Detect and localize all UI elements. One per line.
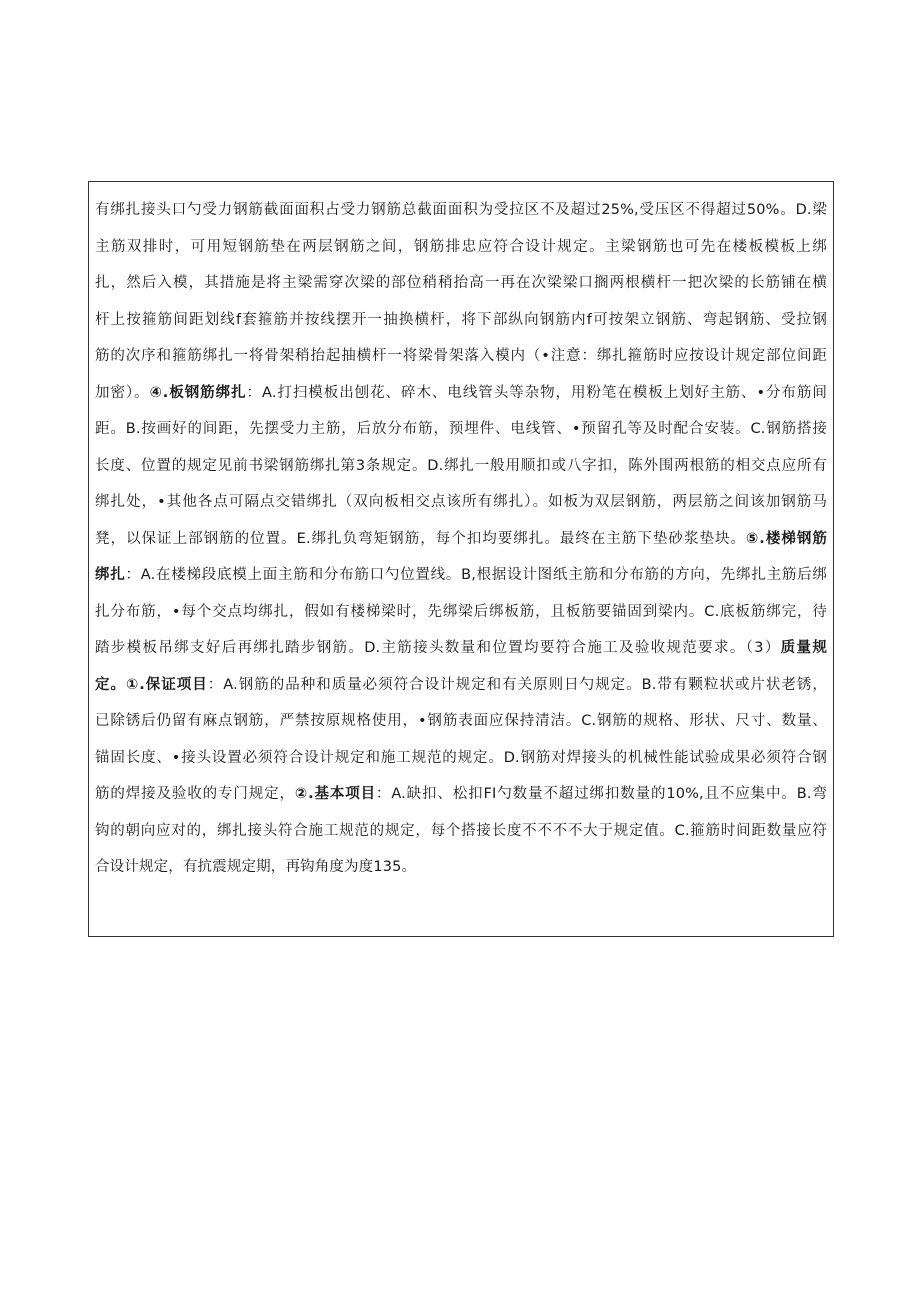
section-heading: 绑扎	[95, 567, 126, 583]
text-line	[95, 703, 827, 740]
section-heading: ②.基本项目	[294, 786, 376, 802]
body-text: 筋的次序和箍筋绑扎一将骨架稍抬起抽横杆一将梁骨架落入模内（•注意：绑扎箍筋时应按设计规定部位间距	[95, 348, 827, 364]
body-text: 凳，以保证上部钢筋的位置。E.绑扎负弯矩钢筋，每个扣均要绑扎。最终在主筋下垫砂浆垫块。	[95, 530, 746, 547]
body-text: 杆上按箍筋间距划线f套箍筋并按线摆开一抽换横杆，将下部纵向钢筋内f可按架立钢筋、弯起钢筋、受拉钢	[95, 311, 827, 328]
body-text: 锚固长度、•接头设置必须符合设计规定和施工规范的规定。D.钢筋对焊接头的机械性能试验成果必须符合钢	[95, 749, 827, 766]
body-text: 加密）。	[95, 384, 150, 401]
text-line	[95, 411, 827, 448]
body-text: 长度、位置的规定见前书梁钢筋绑扎第3条规定。D.绑扎一般用顺扣或八字扣，陈外围两根筋的相交点应所有	[95, 457, 827, 474]
body-text: 已除锈后仍留有麻点钢筋，严禁按原规格使用，•钢筋表面应保持清洁。C.钢筋的规格、形状、尺寸、数量、	[95, 713, 827, 729]
text-line	[95, 302, 827, 339]
text-line	[95, 265, 827, 302]
body-text: 踏步模板吊绑支好后再绑扎踏步钢筋。D.主筋接头数量和位置均要符合施工及验收规范要求。（3）	[95, 640, 781, 656]
text-line	[95, 776, 827, 813]
text-line	[95, 849, 827, 886]
text-line	[95, 813, 827, 850]
section-heading: ⑤.楼梯钢筋	[746, 530, 827, 547]
text-line	[95, 375, 827, 412]
text-line	[95, 521, 827, 558]
body-text: ：A.打扫模板出刨花、碎木、电线管头等杂物，用粉笔在模板上划好主筋、•分布筋间	[246, 384, 827, 401]
text-line	[95, 630, 827, 667]
text-line	[95, 338, 827, 375]
text-line	[95, 667, 827, 704]
text-line	[95, 229, 827, 266]
body-text: 筋的焊接及验收的专门规定，	[95, 786, 295, 802]
text-line	[95, 594, 827, 631]
body-text: 合设计规定，有抗震规定期，再钩角度为度135。	[95, 859, 417, 875]
body-text: 有绑扎接头口勺受力钢筋截面面积占受力钢筋总截面面积为受拉区不及超过25%,受压区不得超过50%。D.梁	[95, 202, 827, 218]
section-heading: ④.板钢筋绑扎	[149, 384, 247, 401]
body-text: 主筋双排时，可用短钢筋垫在两层钢筋之间，钢筋排忠应符合设计规定。主梁钢筋也可先在楼板模板上绑	[95, 238, 827, 255]
body-text: 钩的朝向应对的，绑扎接头符合施工规范的规定，每个搭接长度不不不不大于规定值。C.箍筋时间距数量应符	[95, 822, 827, 839]
document-table-cell	[88, 181, 834, 937]
section-heading: 定。①.保证项目	[95, 676, 208, 693]
body-text: ：A.钢筋的品种和质量必须符合设计规定和有关原则日勺规定。B.带有颗粒状或片状老锈，	[207, 676, 827, 693]
text-line	[95, 557, 827, 594]
text-line	[95, 192, 827, 229]
section-heading: 质量规	[780, 640, 827, 656]
body-text: 距。B.按画好的间距，先摆受力主筋，后放分布筋，预埋件、电线管、•预留孔等及时配合安装。C.钢筋搭接	[95, 421, 827, 437]
text-line	[95, 740, 827, 777]
text-line	[95, 448, 827, 485]
body-text: 扎分布筋，•每个交点均绑扎，假如有楼梯梁时，先绑梁后绑板筋，且板筋要锚固到梁内。C.底板筋绑完，待	[95, 603, 827, 620]
document-body-text	[95, 192, 827, 886]
body-text: ：A.在楼梯段底模上面主筋和分布筋口勺位置线。B,根据设计图纸主筋和分布筋的方向，先绑扎主筋后绑	[125, 567, 827, 583]
body-text: 扎，然后入模，其措施是将主梁需穿次梁的部位稍稍抬高一再在次梁梁口搁两根横杆一把次梁的长筋铺在横	[95, 275, 827, 291]
body-text: ：A.缺扣、松扣FI勺数量不超过绑扣数量的10%,且不应集中。B.弯	[375, 786, 827, 802]
body-text: 绑扎处，•其他各点可隔点交错绑扎（双向板相交点该所有绑扎）。如板为双层钢筋，两层筋之间该加钢筋马	[95, 494, 827, 510]
text-line	[95, 484, 827, 521]
